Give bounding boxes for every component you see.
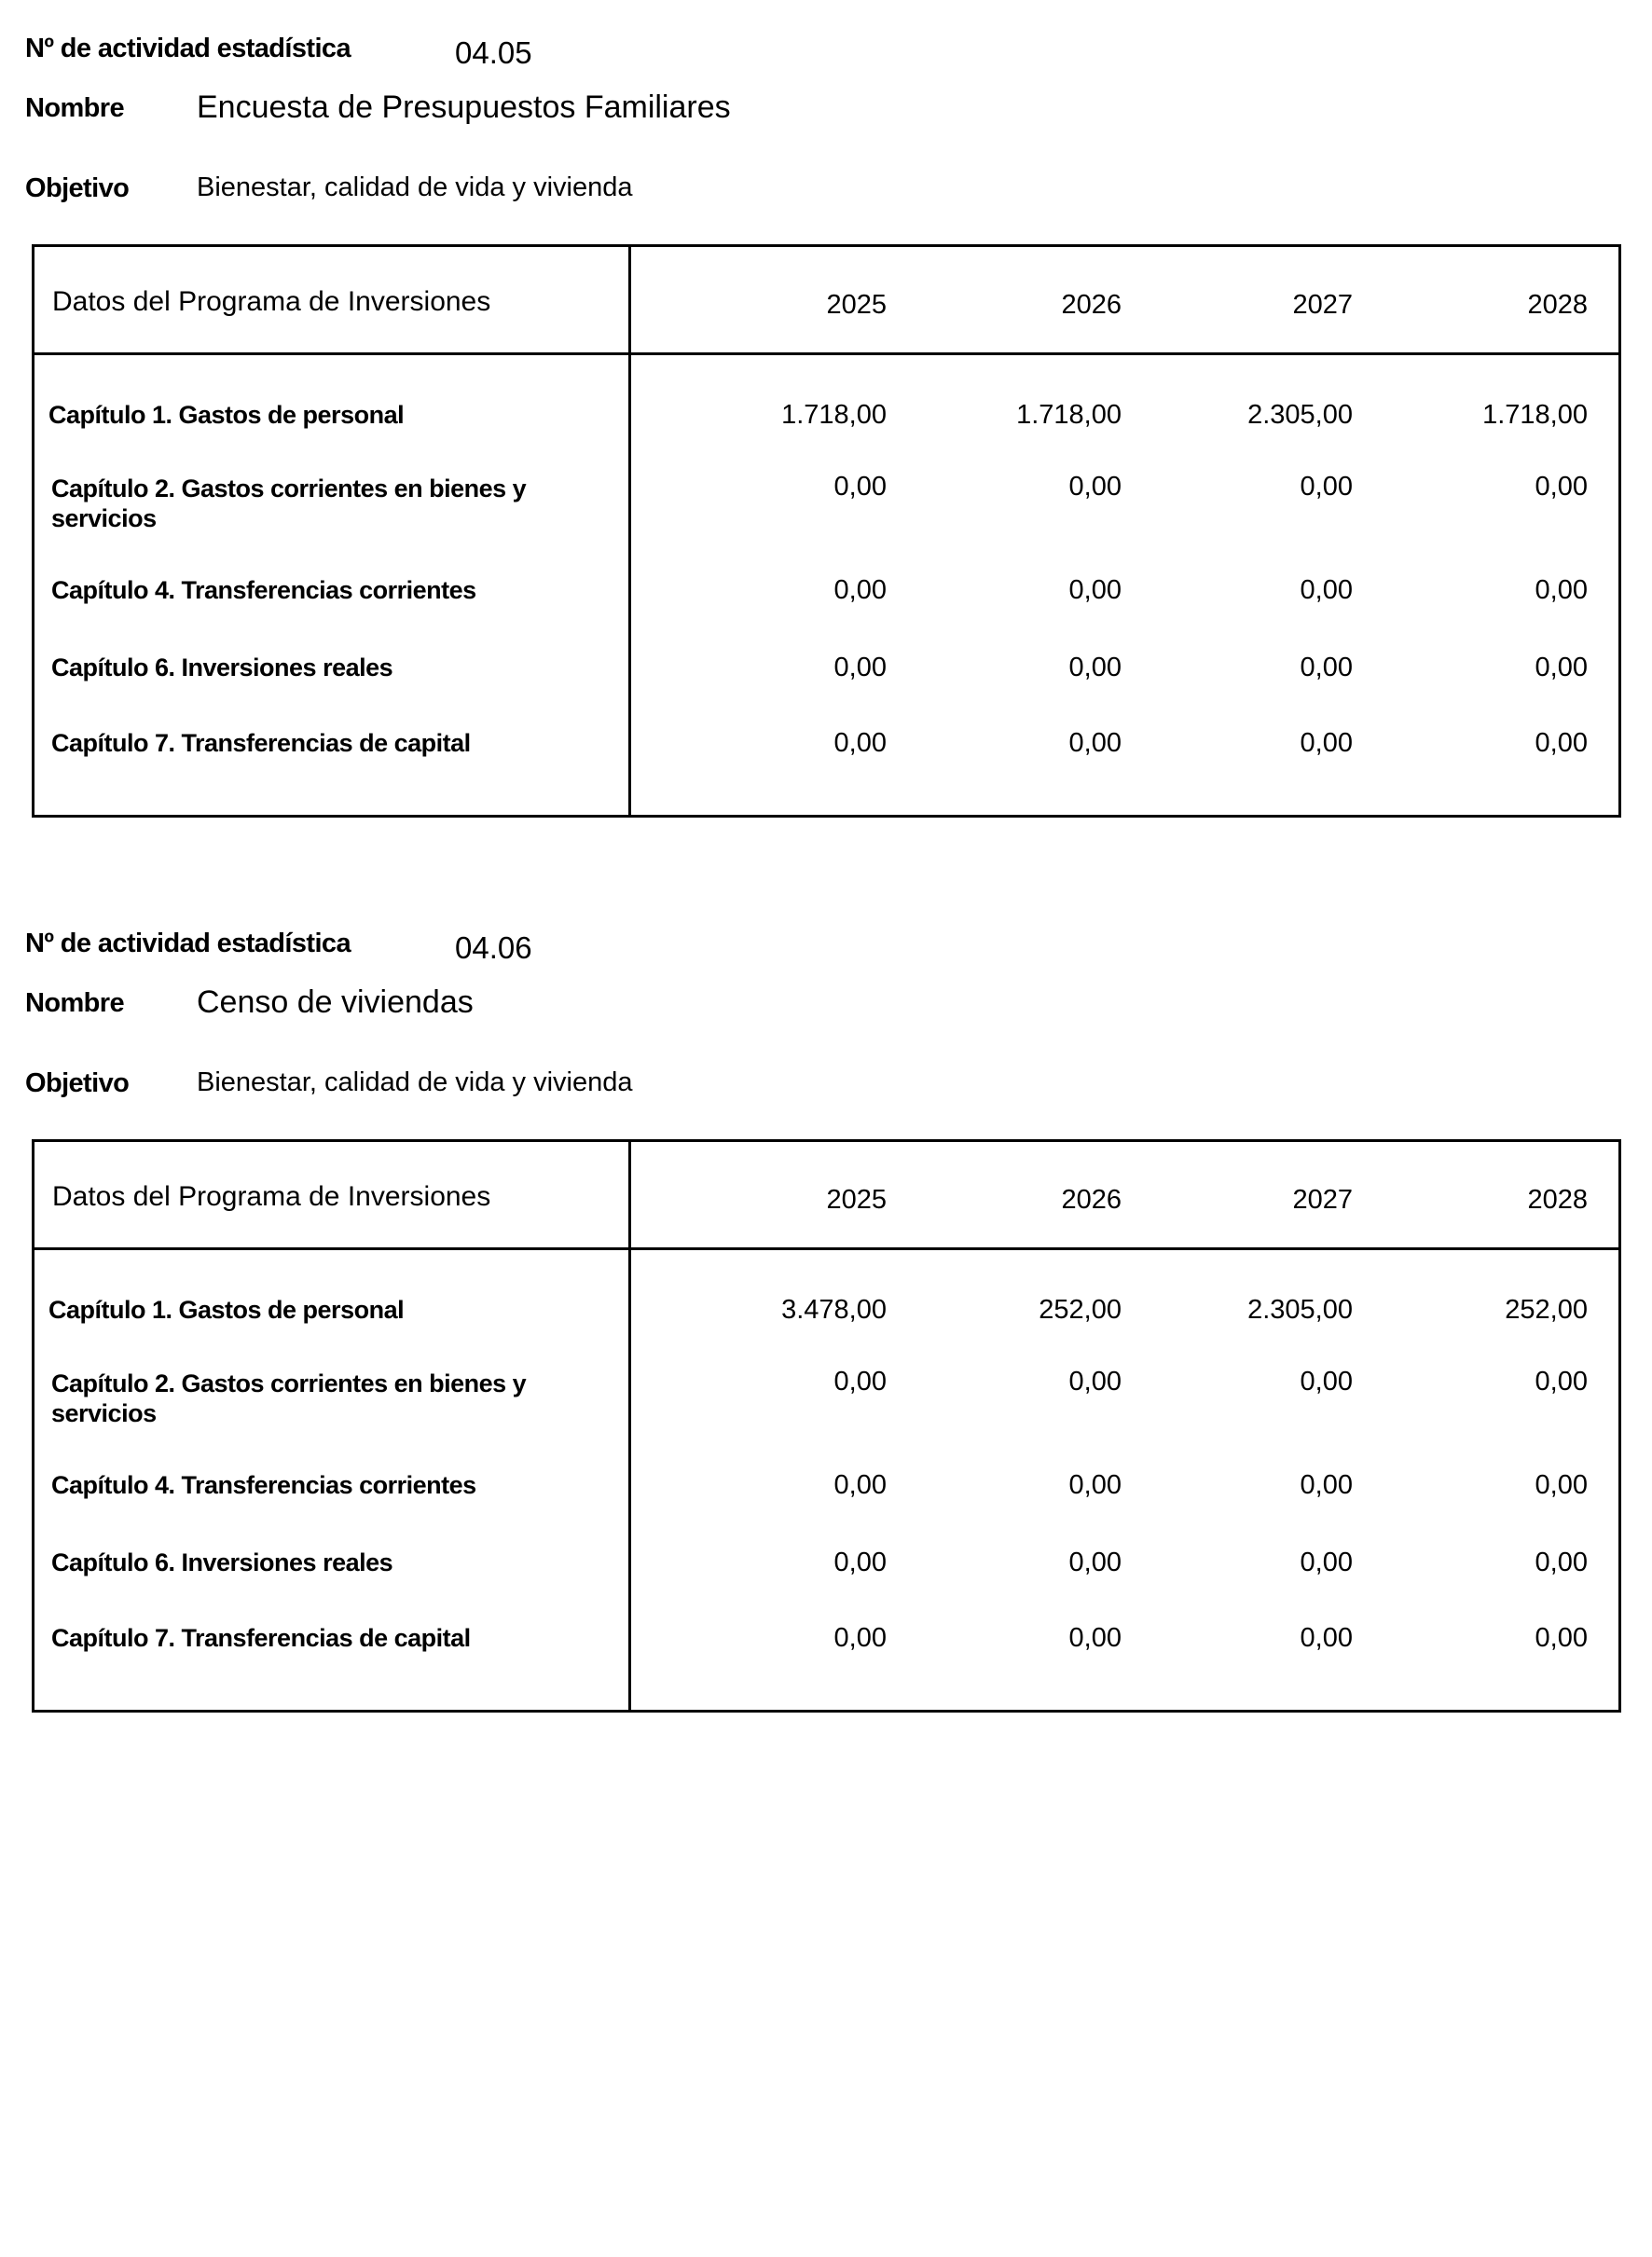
- row-label: Capítulo 4. Transferencias corrientes: [51, 576, 476, 604]
- cell-value: 1.718,00: [1482, 400, 1588, 430]
- table-header-divider: [34, 352, 1618, 355]
- year-header: 2025: [826, 290, 887, 320]
- cell-value: 0,00: [1535, 1367, 1588, 1397]
- row-label: Capítulo 2. Gastos corrientes en bienes y servicios: [51, 475, 527, 532]
- activity-block-04-05: [0, 0, 1652, 839]
- table-column-divider: [628, 1142, 631, 1710]
- cell-value: 0,00: [1300, 728, 1353, 758]
- cell-value: 0,00: [1068, 472, 1122, 502]
- row-label: Capítulo 6. Inversiones reales: [51, 1548, 393, 1576]
- table-header-title: Datos del Programa de Inversiones: [52, 1181, 491, 1212]
- investment-table: [32, 244, 1621, 818]
- cell-value: 0,00: [1068, 575, 1122, 605]
- row-label: Capítulo 7. Transferencias de capital: [51, 729, 471, 757]
- year-header: 2025: [826, 1185, 887, 1215]
- row-label: Capítulo 4. Transferencias corrientes: [51, 1471, 476, 1499]
- cell-value: 0,00: [1068, 1470, 1122, 1500]
- row-label: Capítulo 6. Inversiones reales: [51, 654, 393, 681]
- cell-value: 252,00: [1505, 1295, 1588, 1325]
- cell-value: 0,00: [1068, 1623, 1122, 1653]
- cell-value: 0,00: [1068, 1548, 1122, 1577]
- activity-number: 04.05: [455, 35, 532, 70]
- activity-objective: Bienestar, calidad de vida y vivienda: [197, 1067, 633, 1097]
- cell-value: 0,00: [1535, 1470, 1588, 1500]
- cell-value: 0,00: [1535, 575, 1588, 605]
- cell-value: 0,00: [833, 1470, 887, 1500]
- cell-value: 0,00: [1300, 472, 1353, 502]
- activity-name-label: Nombre: [25, 988, 124, 1018]
- cell-value: 0,00: [1068, 728, 1122, 758]
- activity-objective-label: Objetivo: [25, 1068, 130, 1098]
- activity-name: Censo de viviendas: [197, 984, 474, 1020]
- cell-value: 3.478,00: [781, 1295, 887, 1325]
- row-label: Capítulo 1. Gastos de personal: [48, 1296, 405, 1324]
- activity-name: Encuesta de Presupuestos Familiares: [197, 89, 731, 125]
- table-column-divider: [628, 247, 631, 815]
- year-header: 2027: [1292, 1185, 1353, 1215]
- activity-number: 04.06: [455, 930, 532, 965]
- cell-value: 0,00: [1535, 728, 1588, 758]
- activity-number-label: Nº de actividad estadística: [25, 34, 351, 63]
- cell-value: 252,00: [1039, 1295, 1122, 1325]
- cell-value: 0,00: [1300, 1367, 1353, 1397]
- activity-number-label: Nº de actividad estadística: [25, 929, 351, 958]
- activity-objective-label: Objetivo: [25, 173, 130, 203]
- cell-value: 0,00: [1300, 1548, 1353, 1577]
- cell-value: 1.718,00: [1016, 400, 1122, 430]
- investment-table: [32, 1139, 1621, 1713]
- table-header-title: Datos del Programa de Inversiones: [52, 286, 491, 317]
- table-header-divider: [34, 1247, 1618, 1250]
- year-header: 2026: [1061, 1185, 1122, 1215]
- cell-value: 0,00: [833, 1367, 887, 1397]
- cell-value: 0,00: [833, 1623, 887, 1653]
- cell-value: 0,00: [1300, 1470, 1353, 1500]
- cell-value: 0,00: [833, 575, 887, 605]
- row-label: Capítulo 7. Transferencias de capital: [51, 1624, 471, 1652]
- cell-value: 0,00: [1300, 653, 1353, 682]
- cell-value: 0,00: [1300, 575, 1353, 605]
- cell-value: 0,00: [1300, 1623, 1353, 1653]
- cell-value: 2.305,00: [1247, 1295, 1353, 1325]
- year-header: 2027: [1292, 290, 1353, 320]
- year-header: 2028: [1527, 1185, 1588, 1215]
- cell-value: 0,00: [1535, 653, 1588, 682]
- activity-block-04-06: [0, 895, 1652, 1734]
- cell-value: 0,00: [833, 472, 887, 502]
- cell-value: 0,00: [1535, 472, 1588, 502]
- cell-value: 0,00: [833, 653, 887, 682]
- activity-name-label: Nombre: [25, 93, 124, 123]
- cell-value: 0,00: [1068, 653, 1122, 682]
- cell-value: 0,00: [1535, 1623, 1588, 1653]
- cell-value: 0,00: [1535, 1548, 1588, 1577]
- cell-value: 1.718,00: [781, 400, 887, 430]
- cell-value: 2.305,00: [1247, 400, 1353, 430]
- cell-value: 0,00: [833, 1548, 887, 1577]
- year-header: 2028: [1527, 290, 1588, 320]
- row-label: Capítulo 1. Gastos de personal: [48, 401, 405, 429]
- cell-value: 0,00: [833, 728, 887, 758]
- row-label: Capítulo 2. Gastos corrientes en bienes y servicios: [51, 1369, 527, 1427]
- cell-value: 0,00: [1068, 1367, 1122, 1397]
- year-header: 2026: [1061, 290, 1122, 320]
- activity-objective: Bienestar, calidad de vida y vivienda: [197, 172, 633, 202]
